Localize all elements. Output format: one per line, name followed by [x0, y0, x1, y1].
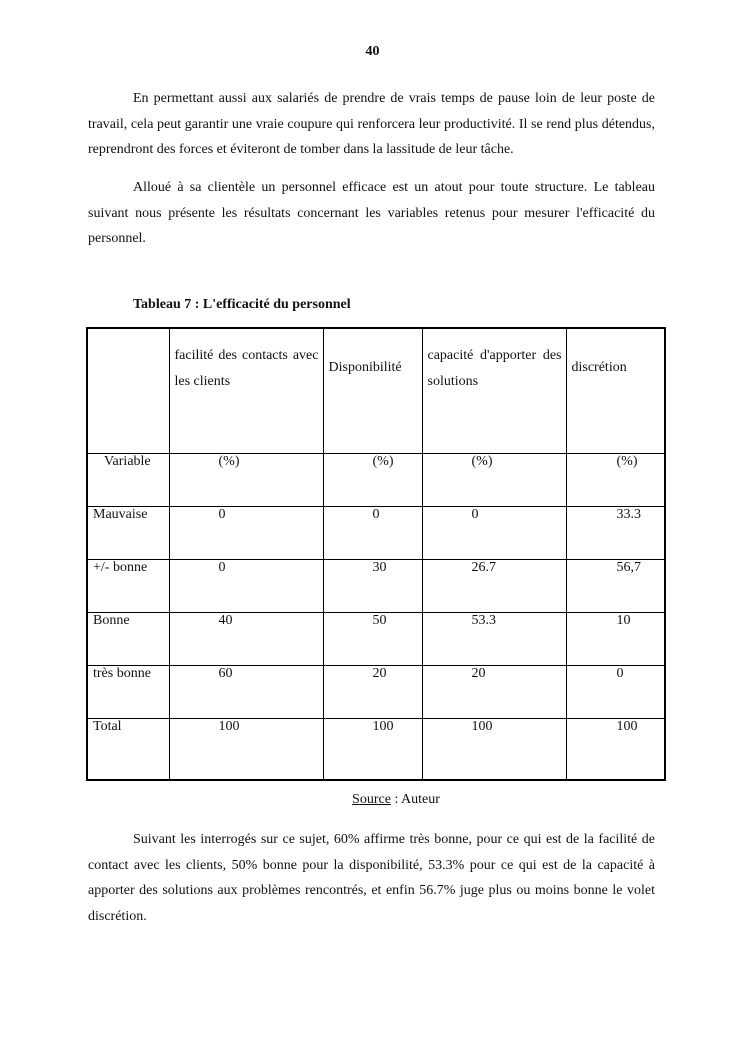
table-cell: 0 — [323, 507, 422, 560]
row-label: Mauvaise — [87, 507, 169, 560]
table-unit-row — [87, 454, 665, 507]
table-cell: 100 — [566, 719, 665, 781]
table-total-row — [87, 719, 665, 781]
table-row — [87, 666, 665, 719]
table-cell: 40 — [169, 613, 323, 666]
table-cell: 100 — [169, 719, 323, 781]
row-label: très bonne — [87, 666, 169, 719]
table-cell: 0 — [422, 507, 566, 560]
table-cell: 20 — [323, 666, 422, 719]
table-cell: 0 — [169, 560, 323, 613]
header-capacite-solutions: capacité d'apporter des solutions — [422, 328, 566, 454]
table-row — [87, 507, 665, 560]
table-row — [87, 560, 665, 613]
paragraph-analysis: Suivant les interrogés sur ce sujet, 60% affirme très bonne, pour ce qui est de la facilité de contact avec les clients, 50% bonne pour la disponibilité, 53.3% pour ce qui est de la capacité à apporter des solutions aux problèmes rencontrés, et enfin 56.7% juge plus ou moins bonne le volet discrétion. — [88, 832, 655, 924]
table-cell: 10 — [566, 613, 665, 666]
page-number: 40 — [365, 44, 380, 59]
table-cell: 0 — [169, 507, 323, 560]
source-value: : Auteur — [390, 792, 440, 807]
table-header-row — [87, 328, 665, 454]
table-cell: 0 — [566, 666, 665, 719]
paragraph-pause: En permettant aussi aux salariés de prendre de vrais temps de pause loin de leur poste de travail, cela peut garantir une vraie coupure qui renforcera leur productivité. Il se rend plus détendus, reprendront des forces et éviteront de tomber dans la lassitude de leur tâche. — [88, 91, 655, 157]
table-source — [0, 792, 745, 808]
unit-cell: (%) — [566, 454, 665, 507]
table-cell: 60 — [169, 666, 323, 719]
paragraph-intro-table: Alloué à sa clientèle un personnel efficace est un atout pour toute structure. Le tableau suivant nous présente les résultats concernant les variables retenus pour mesurer l'efficacité du personnel. — [88, 180, 655, 246]
table-cell: 30 — [323, 560, 422, 613]
header-empty-cell — [87, 328, 169, 454]
table-cell: 56,7 — [566, 560, 665, 613]
table-cell: 33.3 — [566, 507, 665, 560]
table-cell: 50 — [323, 613, 422, 666]
variable-label: Variable — [87, 454, 169, 507]
table-cell: 100 — [323, 719, 422, 781]
table-cell: 26.7 — [422, 560, 566, 613]
source-label: Source — [352, 792, 391, 807]
row-label: Bonne — [87, 613, 169, 666]
unit-cell: (%) — [323, 454, 422, 507]
row-label: +/- bonne — [87, 560, 169, 613]
unit-cell: (%) — [422, 454, 566, 507]
table-cell: 20 — [422, 666, 566, 719]
efficacite-table — [86, 327, 666, 781]
header-facilite-contacts: facilité des contacts avec les clients — [169, 328, 323, 454]
unit-cell: (%) — [169, 454, 323, 507]
table-cell: 100 — [422, 719, 566, 781]
table-caption: Tableau 7 : L'efficacité du personnel — [133, 297, 351, 312]
header-disponibilite: Disponibilité — [323, 328, 422, 454]
row-label: Total — [87, 719, 169, 781]
header-discretion: discrétion — [566, 328, 665, 454]
table-cell: 53.3 — [422, 613, 566, 666]
table-row — [87, 613, 665, 666]
